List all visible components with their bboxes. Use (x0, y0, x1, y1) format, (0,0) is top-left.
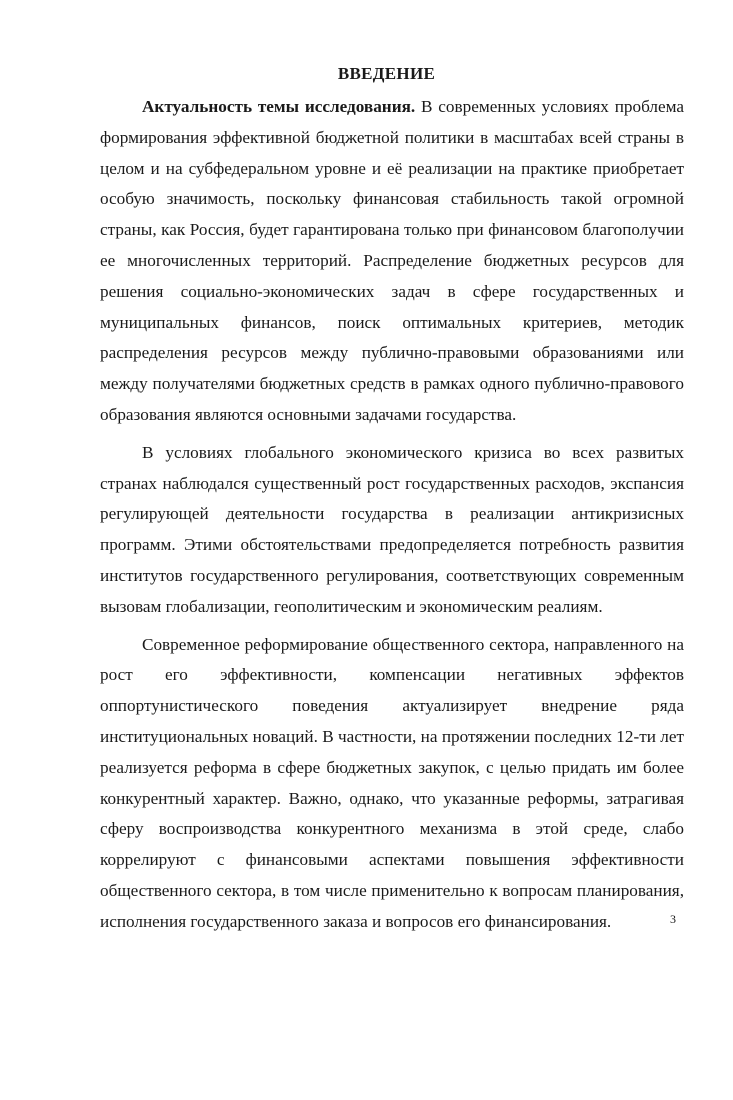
paragraph-reform: Современное реформирование общественного сектора, направленного на рост его эффективности, компенсации негативных эффектов оппортунистического поведения актуализирует внедрение ряда институциональных новаций. В частности, на протяжении последних 12-ти лет реализуется реформа в сфере бюджетных закупок, с целью придать им более конкурентный характер. Важно, однако, что указанные реформы, затрагивая сферу воспроизводства конкурентного механизма в этой среде, слабо коррелируют с финансовыми аспектами повышения эффективности общественного сектора, в том числе применительно к вопросам планирования, исполнения государственного заказа и вопросов его финансирования. (100, 634, 684, 931)
page-number: 3 (670, 912, 676, 926)
paragraph-text: В современных условиях проблема формирования эффективной бюджетной политики в масштабах всей страны в целом и на субфедеральном уровне и её реализации на практике приобретает особую значимость, поскольку финансовая стабильность такой огромной страны, как Россия, будет гарантирована только при финансовом благополучии ее многочисленных территорий. Распределение бюджетных ресурсов для решения социально-экономических задач в сфере государственных и муниципальных финансов, поиск оптимальных критериев, методик распределения ресурсов между публично-правовыми образованиями или между получателями бюджетных средств в рамках одного публично-правового образования являются основными задачами государства. (100, 97, 684, 424)
paragraph-crisis: В условиях глобального экономического кризиса во всех развитых странах наблюдался существенный рост государственных расходов, экспансия регулирующей деятельности государства в реализации антикризисных программ. Этими обстоятельствами предопределяется потребность развития институтов государственного регулирования, соответствующих современным вызовам глобализации, геополитическим и экономическим реалиям. (100, 442, 684, 616)
paragraph-lead: Актуальность темы исследования. (142, 97, 416, 116)
paragraph-relevance (100, 92, 684, 431)
page-title: ВВЕДЕНИЕ (337, 64, 436, 83)
document-body (100, 92, 684, 938)
